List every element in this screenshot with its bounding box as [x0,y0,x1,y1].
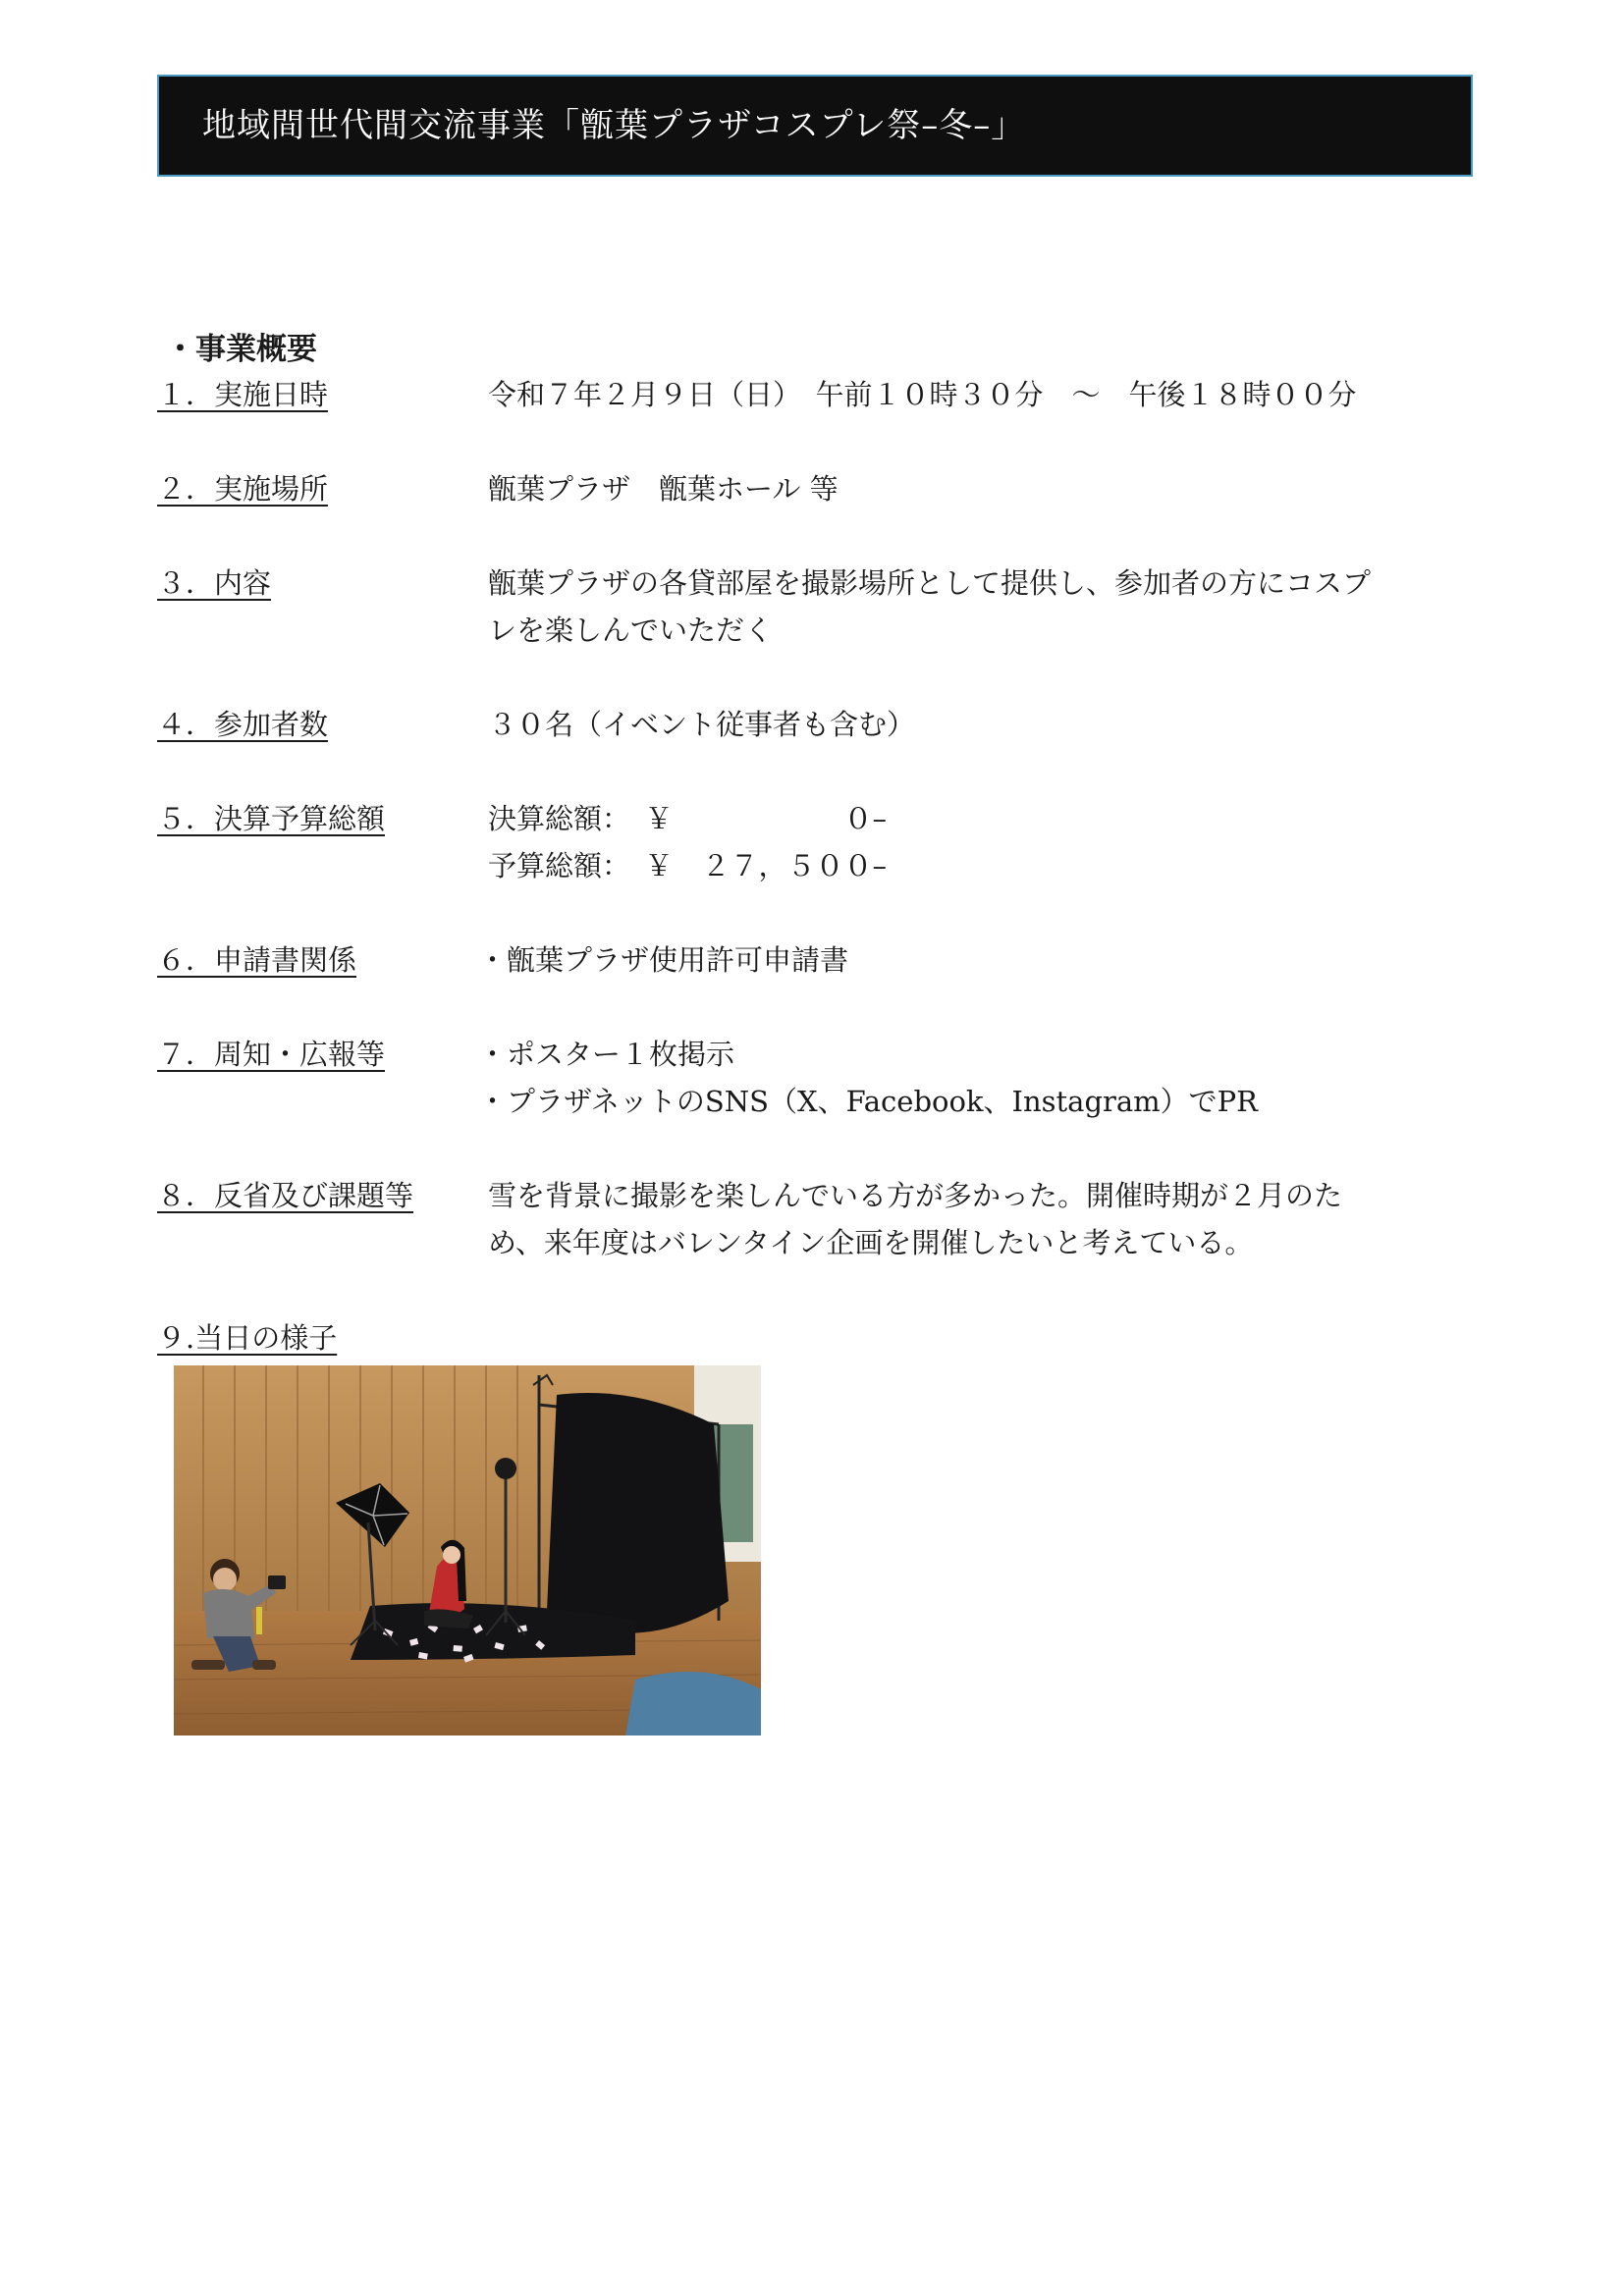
item-value-line: ３０名（イベント従事者も含む） [488,708,916,741]
item-value-line: 予算総額： ￥ ２７，５００– [488,849,888,882]
item-label: ２．実施場所 [157,472,329,506]
item-label: １．実施日時 [157,378,329,411]
item-value-line: レを楽しんでいただく [488,614,774,647]
item-value-line: ・プラザネットのSNS（X、Facebook、Instagram）でPR [478,1085,1259,1118]
photo-heading: ９.当日の様子 [157,1321,338,1355]
title-bar [157,75,1473,177]
item-value-line: ・甑葉プラザ使用許可申請書 [478,943,849,977]
event-photo [174,1365,761,1735]
item-value [488,795,1470,889]
item-value [488,371,1470,418]
item-value-line: ・ポスター１枚掲示 [478,1038,735,1071]
item-value-line: 甑葉プラザ 甑葉ホール 等 [488,472,839,506]
item-value-line: め、来年度はバレンタイン企画を開催したいと考えている。 [488,1226,1254,1259]
item-label: ５．決算予算総額 [157,802,386,835]
document-title: 地域間世代間交流事業「甑葉プラザコスプレ祭–冬–」 [202,106,1026,145]
item-value-line: 雪を背景に撮影を楽しんでいる方が多かった。開催時期が２月のた [488,1179,1343,1212]
item-value-line: 決算総額： ￥ ０– [488,802,888,835]
item-value-line: 甑葉プラザの各貸部屋を撮影場所として提供し、参加者の方にコスプ [488,566,1372,600]
item-value [488,701,1470,748]
section-heading: ・事業概要 [165,332,317,367]
item-label: ４．参加者数 [157,708,329,741]
item-value [478,1031,1470,1125]
item-label: ６．申請書関係 [157,943,357,977]
item-value [488,465,1470,512]
event-photo-illustration [174,1365,761,1735]
item-value [488,560,1470,654]
item-value-line: 令和７年２月９日（日） 午前１０時３０分 ～ 午後１８時００分 [488,378,1357,411]
item-label: ３．内容 [157,566,272,600]
item-value [478,936,1470,984]
item-value [488,1172,1470,1266]
item-label: ７．周知・広報等 [157,1038,386,1071]
item-label: ８．反省及び課題等 [157,1179,414,1212]
